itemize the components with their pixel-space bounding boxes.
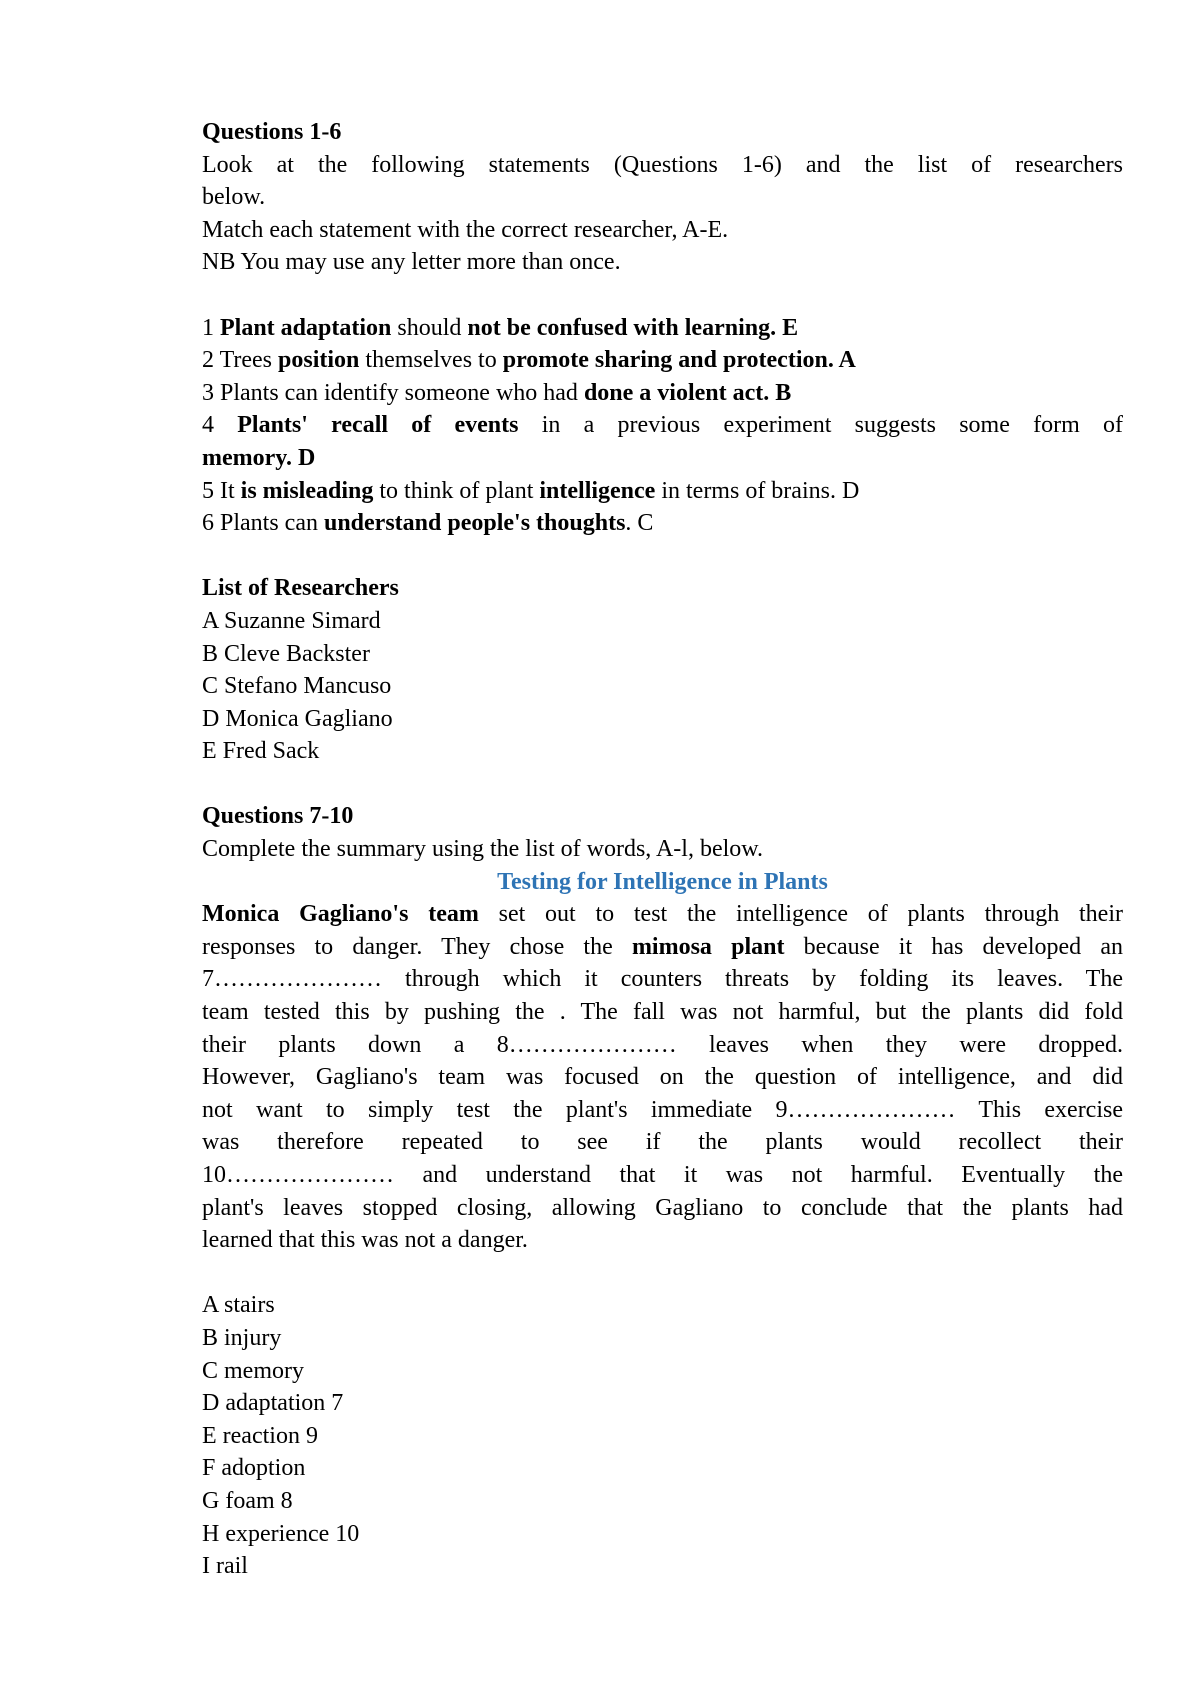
word-option: I rail [202,1553,248,1580]
statement-3: 3 Plants can identify someone who had done a violent act. B [202,379,792,406]
summary-line: 7………………… through which it counters threats by folding its leaves. The [202,966,1123,993]
researcher-item: D Monica Gagliano [202,705,393,732]
word-option: A stairs [202,1292,275,1319]
statement-1: 1 Plant adaptation should not be confused with learning. E [202,314,799,341]
document-page [202,116,1123,1583]
spacer [202,279,1123,312]
word-option: C memory [202,1357,304,1384]
word-option: E reaction 9 [202,1422,318,1449]
spacer [202,540,1123,573]
summary-line: not want to simply test the plant's immediate 9………………… This exercise [202,1096,1123,1123]
word-option: B injury [202,1324,282,1351]
researcher-item: C Stefano Mancuso [202,673,392,700]
word-option: G foam 8 [202,1487,293,1514]
word-option: H experience 10 [202,1520,360,1547]
researcher-item: A Suzanne Simard [202,607,381,634]
summary-title: Testing for Intelligence in Plants [497,868,828,895]
instructions-line-1b: below. [202,184,266,211]
researchers-heading: List of Researchers [202,575,399,602]
spacer [202,768,1123,801]
word-option: F adoption [202,1455,306,1482]
summary-line: their plants down a 8………………… leaves when they were dropped. [202,1031,1123,1058]
summary-line: team tested this by pushing the . The fall was not harmful, but the plants did fold [202,999,1123,1026]
section2-instructions: Complete the summary using the list of words, A-l, below. [202,836,764,863]
instructions-line-1: Look at the following statements (Questions 1-6) and the list of researchers [202,151,1123,178]
instructions-line-2: Match each statement with the correct researcher, A-E. [202,216,729,243]
summary-line: Monica Gagliano's team set out to test the intelligence of plants through their [202,901,1123,928]
word-option: D adaptation 7 [202,1390,344,1417]
summary-line: However, Gagliano's team was focused on the question of intelligence, and did [202,1064,1123,1091]
summary-line: learned that this was not a danger. [202,1227,528,1254]
researcher-item: E Fred Sack [202,738,320,765]
summary-line: 10………………… and understand that it was not harmful. Eventually the [202,1162,1123,1188]
statement-2: 2 Trees position themselves to promote sharing and protection. A [202,347,856,374]
summary-line: responses to danger. They chose the mimosa plant because it has developed an [202,933,1123,960]
statement-6: 6 Plants can understand people's thoughts. C [202,510,654,537]
section2-heading: Questions 7-10 [202,803,354,830]
summary-line: plant's leaves stopped closing, allowing Gagliano to conclude that the plants had [202,1194,1123,1221]
instructions-line-3: NB You may use any letter more than once. [202,249,621,276]
section1-heading: Questions 1-6 [202,119,342,145]
statement-4-cont: memory. D [202,444,316,471]
summary-line: was therefore repeated to see if the plants would recollect their [202,1129,1123,1156]
statement-4: 4 Plants' recall of events in a previous experiment suggests some form of [202,412,1124,439]
researcher-item: B Cleve Backster [202,640,370,667]
statement-5: 5 It is misleading to think of plant intelligence in terms of brains. D [202,477,860,504]
spacer [202,1257,1123,1290]
